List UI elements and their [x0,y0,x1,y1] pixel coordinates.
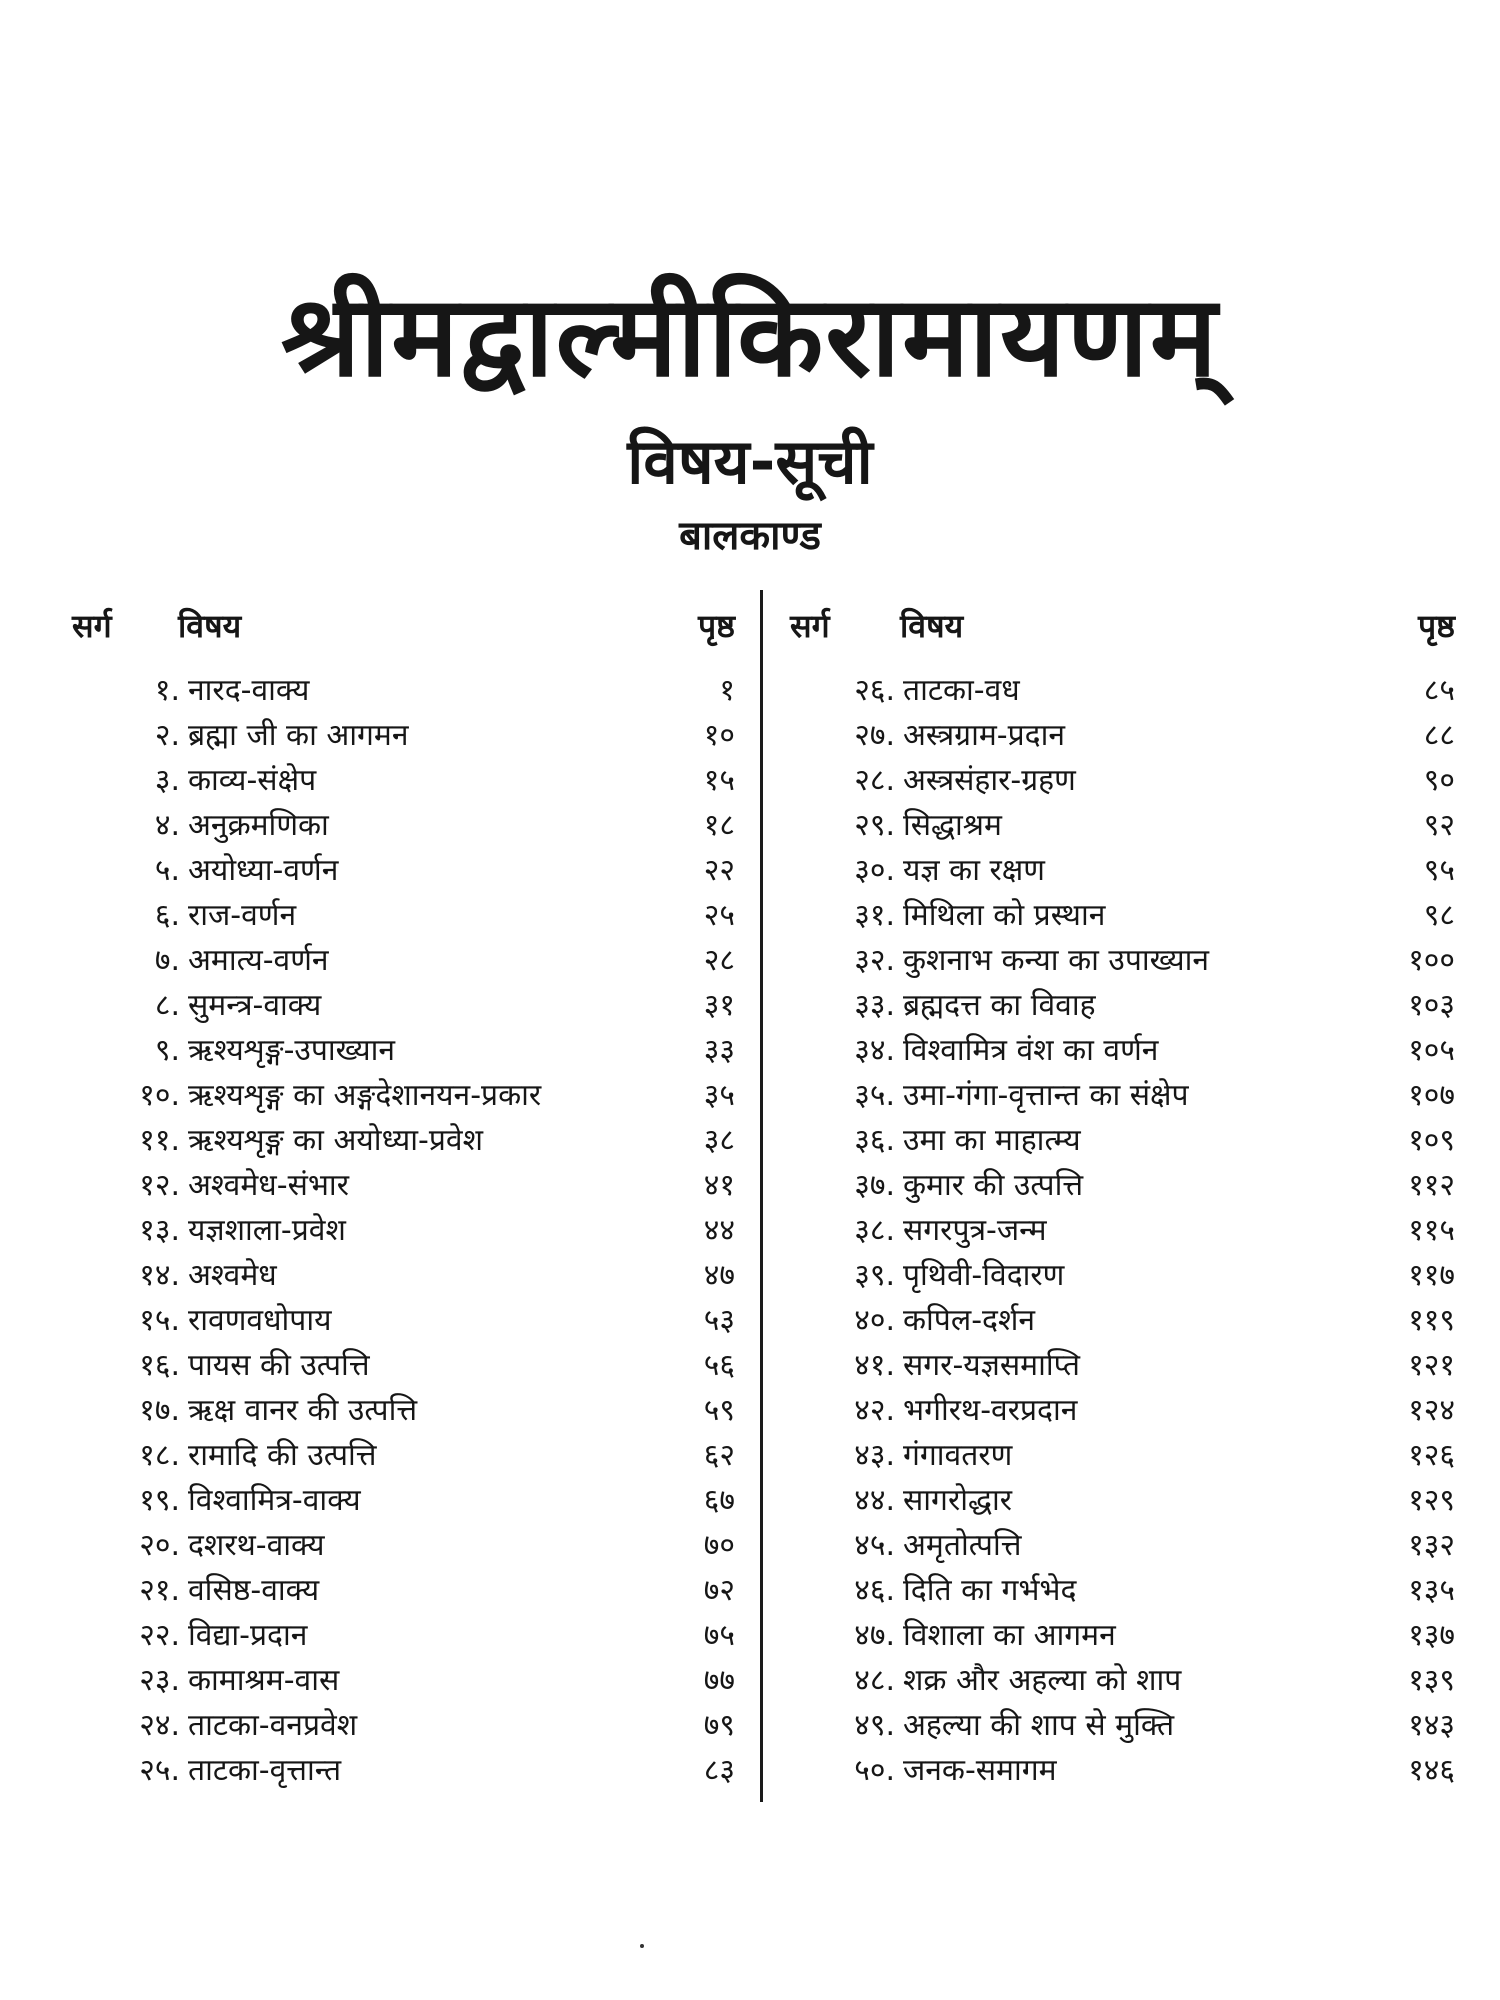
page-number: २२ [703,853,735,888]
vishay-title: अनुक्रमणिका [188,808,329,843]
toc-entry [60,1658,735,1703]
right-column-header [790,602,1455,650]
page-number: ९० [1423,763,1455,798]
header-sarg: सर्ग [790,607,830,645]
page-number: ७९ [703,1708,735,1743]
toc-entry [60,668,735,713]
toc-entry [775,803,1455,848]
page-number: ४१ [703,1168,735,1203]
toc-entry [775,668,1455,713]
vishay-title: ताटका-वध [903,673,1020,708]
page-number: ५६ [703,1348,735,1383]
sarg-number: ४०. [854,1303,895,1338]
vishay-title: रावणवधोपाय [188,1303,332,1338]
toc-entry [60,1748,735,1793]
sarg-number: ५. [154,853,180,888]
toc-entry [60,1433,735,1478]
vishay-title: विश्वामित्र वंश का वर्णन [903,1033,1159,1068]
toc-entry [775,1523,1455,1568]
toc-entry [775,1658,1455,1703]
page-number: १२१ [1408,1348,1455,1383]
page-number: २५ [703,898,735,933]
header-prishth: पृष्ठ [697,607,735,645]
toc-entry [60,1208,735,1253]
stray-mark [640,1944,644,1948]
page-number: ३३ [703,1033,735,1068]
sarg-number: १६. [139,1348,180,1383]
toc-entry [60,1568,735,1613]
vishay-title: यज्ञशाला-प्रवेश [188,1213,346,1248]
page-number: ५३ [703,1303,735,1338]
page-number: ९२ [1423,808,1455,843]
page-number: १० [703,718,735,753]
sarg-number: १३. [139,1213,180,1248]
page-number: ४७ [703,1258,735,1293]
vishay-title: ऋश्यशृङ्ग का अयोध्या-प्रवेश [188,1123,484,1158]
page-number: ३५ [703,1078,735,1113]
vishay-title: रामादि की उत्पत्ति [188,1438,377,1473]
vishay-title: अस्त्रसंहार-ग्रहण [903,763,1076,798]
sarg-number: १८. [139,1438,180,1473]
page-number: ९८ [1423,898,1455,933]
vishay-title: अयोध्या-वर्णन [188,853,339,888]
sarg-number: ६. [154,898,180,933]
vishay-title: ताटका-वनप्रवेश [188,1708,358,1743]
header-vishay: विषय [178,607,242,645]
page-number: ७५ [703,1618,735,1653]
toc-entry [60,983,735,1028]
sarg-number: २५. [139,1753,180,1788]
page-number: १ [719,673,735,708]
vishay-title: विशाला का आगमन [903,1618,1116,1653]
sarg-number: २. [154,718,180,753]
toc-entry [775,983,1455,1028]
sarg-number: ३५. [854,1078,895,1113]
page-number: १०७ [1408,1078,1455,1113]
vishay-title: कपिल-दर्शन [903,1303,1035,1338]
page-number: ११९ [1408,1303,1455,1338]
vishay-title: विद्या-प्रदान [188,1618,308,1653]
sarg-number: ४४. [854,1483,895,1518]
sarg-number: ४९. [854,1708,895,1743]
vishay-title: गंगावतरण [903,1438,1013,1473]
vishay-title: उमा का माहात्म्य [903,1123,1081,1158]
toc-entry [775,1388,1455,1433]
sarg-number: ३७. [854,1168,895,1203]
toc-entry [60,938,735,983]
page-number: ११७ [1408,1258,1455,1293]
page-number: १२९ [1408,1483,1455,1518]
page-number: १२६ [1408,1438,1455,1473]
toc-entry [775,893,1455,938]
toc-entry [775,1343,1455,1388]
sarg-number: २४. [139,1708,180,1743]
sarg-number: २१. [139,1573,180,1608]
sarg-number: १५. [139,1303,180,1338]
sarg-number: ३२. [854,943,895,978]
page-number: १०० [1408,943,1455,978]
toc-entry [60,1523,735,1568]
page-number: ९५ [1423,853,1455,888]
toc-entry [60,893,735,938]
right-contents-column [775,668,1455,1818]
toc-entry [775,1253,1455,1298]
vishay-title: अस्त्रग्राम-प्रदान [903,718,1066,753]
page-number: १०५ [1408,1033,1455,1068]
sarg-number: २७. [854,718,895,753]
sarg-number: ३८. [854,1213,895,1248]
page-number: ४४ [703,1213,735,1248]
page-number: १०९ [1408,1123,1455,1158]
page-number: ३१ [703,988,735,1023]
vishay-title: ऋश्यशृङ्ग-उपाख्यान [188,1033,396,1068]
vishay-title: पायस की उत्पत्ति [188,1348,370,1383]
sarg-number: ४२. [854,1393,895,1428]
vishay-title: पृथिवी-विदारण [903,1258,1065,1293]
vishay-title: ब्रह्मदत्त का विवाह [903,988,1096,1023]
toc-entry [775,1433,1455,1478]
toc-entry [775,1073,1455,1118]
toc-entry [775,1703,1455,1748]
toc-entry [775,1298,1455,1343]
sarg-number: ४१. [854,1348,895,1383]
vishay-title: दशरथ-वाक्य [188,1528,325,1563]
vishay-title: सिद्धाश्रम [903,808,1002,843]
toc-entry [775,1163,1455,1208]
sarg-number: १७. [139,1393,180,1428]
toc-entry [60,1613,735,1658]
toc-entry [60,758,735,803]
vishay-title: जनक-समागम [903,1753,1057,1788]
header-vishay: विषय [900,607,964,645]
sarg-number: ७. [154,943,180,978]
vishay-title: सगर-यज्ञसमाप्ति [903,1348,1080,1383]
sarg-number: ३४. [854,1033,895,1068]
page-number: ६२ [703,1438,735,1473]
sarg-number: २०. [139,1528,180,1563]
toc-entry [775,758,1455,803]
header-prishth: पृष्ठ [1417,607,1455,645]
page-number: ८५ [1423,673,1455,708]
page-number: ११२ [1408,1168,1455,1203]
toc-entry [775,713,1455,758]
page-number: ७७ [703,1663,735,1698]
page-number: १५ [703,763,735,798]
toc-entry [60,848,735,893]
vishay-title: ताटका-वृत्तान्त [188,1753,342,1788]
page-number: ११५ [1408,1213,1455,1248]
toc-entry [60,1298,735,1343]
vishay-title: दिति का गर्भभेद [903,1573,1077,1608]
sarg-number: ४. [154,808,180,843]
sarg-number: ३९. [854,1258,895,1293]
sarg-number: ३०. [854,853,895,888]
page-number: १३२ [1408,1528,1455,1563]
page-number: ८३ [703,1753,735,1788]
sarg-number: ३३. [854,988,895,1023]
sarg-number: ५०. [854,1753,895,1788]
page-number: १०३ [1408,988,1455,1023]
toc-entry [775,1208,1455,1253]
vishay-title: सुमन्त्र-वाक्य [188,988,322,1023]
vishay-title: मिथिला को प्रस्थान [903,898,1106,933]
page-number: ६७ [703,1483,735,1518]
sarg-number: ४३. [854,1438,895,1473]
column-divider [760,590,763,1802]
page-number: १४६ [1408,1753,1455,1788]
toc-entry [775,848,1455,893]
toc-entry [60,1388,735,1433]
vishay-title: ऋश्यशृङ्ग का अङ्गदेशानयन-प्रकार [188,1078,542,1113]
toc-entry [775,1748,1455,1793]
vishay-title: अहल्या की शाप से मुक्ति [903,1708,1175,1743]
page-number: १४३ [1408,1708,1455,1743]
sarg-number: १२. [139,1168,180,1203]
vishay-title: नारद-वाक्य [188,673,310,708]
vishay-title: उमा-गंगा-वृत्तान्त का संक्षेप [903,1078,1189,1113]
vishay-title: विश्वामित्र-वाक्य [188,1483,361,1518]
page-number: १२४ [1408,1393,1455,1428]
vishay-title: काव्य-संक्षेप [188,763,317,798]
vishay-title: वसिष्ठ-वाक्य [188,1573,320,1608]
page-number: ८८ [1423,718,1455,753]
section-heading: बालकाण्ड [679,513,821,559]
vishay-title: यज्ञ का रक्षण [903,853,1045,888]
toc-entry [60,1073,735,1118]
toc-entry [60,1028,735,1073]
toc-entry [60,1478,735,1523]
sarg-number: ३१. [854,898,895,933]
vishay-title: शक्र और अहल्या को शाप [903,1663,1182,1698]
sarg-number: १४. [139,1258,180,1293]
toc-entry [60,803,735,848]
sarg-number: ४६. [854,1573,895,1608]
page-title: श्रीमद्वाल्मीकिरामायणम् [280,272,1220,402]
sarg-number: २८. [854,763,895,798]
page-number: १३९ [1408,1663,1455,1698]
vishay-title: अमात्य-वर्णन [188,943,329,978]
toc-entry [775,1118,1455,1163]
sarg-number: ३६. [854,1123,895,1158]
toc-entry [775,1568,1455,1613]
sarg-number: १९. [139,1483,180,1518]
sarg-number: ३. [154,763,180,798]
vishay-title: कुशनाभ कन्या का उपाख्यान [903,943,1210,978]
vishay-title: भगीरथ-वरप्रदान [903,1393,1078,1428]
page-number: ३८ [703,1123,735,1158]
toc-entry [60,1118,735,1163]
page-number: २८ [703,943,735,978]
toc-entry [60,713,735,758]
vishay-title: ब्रह्मा जी का आगमन [188,718,409,753]
page-number: १३७ [1408,1618,1455,1653]
toc-entry [775,1613,1455,1658]
vishay-title: कामाश्रम-वास [188,1663,340,1698]
sarg-number: २६. [854,673,895,708]
sarg-number: ११. [139,1123,180,1158]
vishay-title: अमृतोत्पत्ति [903,1528,1022,1563]
page-number: ७२ [703,1573,735,1608]
toc-entry [775,1028,1455,1073]
toc-entry [60,1163,735,1208]
toc-entry [60,1253,735,1298]
toc-entry [775,938,1455,983]
sarg-number: १०. [139,1078,180,1113]
vishay-title: अश्वमेध [188,1258,277,1293]
sarg-number: ९. [154,1033,180,1068]
left-contents-column [60,668,735,1818]
vishay-title: ऋक्ष वानर की उत्पत्ति [188,1393,418,1428]
header-sarg: सर्ग [72,607,112,645]
sarg-number: २२. [139,1618,180,1653]
toc-entry [60,1703,735,1748]
toc-entry [775,1478,1455,1523]
subtitle: विषय-सूची [627,425,873,498]
vishay-title: कुमार की उत्पत्ति [903,1168,1084,1203]
sarg-number: ४८. [854,1663,895,1698]
vishay-title: सगरपुत्र-जन्म [903,1213,1047,1248]
left-column-header [60,602,735,650]
sarg-number: २९. [854,808,895,843]
sarg-number: २३. [139,1663,180,1698]
page-number: १८ [703,808,735,843]
sarg-number: ४५. [854,1528,895,1563]
vishay-title: राज-वर्णन [188,898,297,933]
page-number: १३५ [1408,1573,1455,1608]
toc-entry [60,1343,735,1388]
sarg-number: ४७. [854,1618,895,1653]
page-number: ७० [703,1528,735,1563]
sarg-number: ८. [154,988,180,1023]
vishay-title: सागरोद्धार [903,1483,1012,1518]
page-number: ५९ [703,1393,735,1428]
vishay-title: अश्वमेध-संभार [188,1168,349,1203]
sarg-number: १. [154,673,180,708]
